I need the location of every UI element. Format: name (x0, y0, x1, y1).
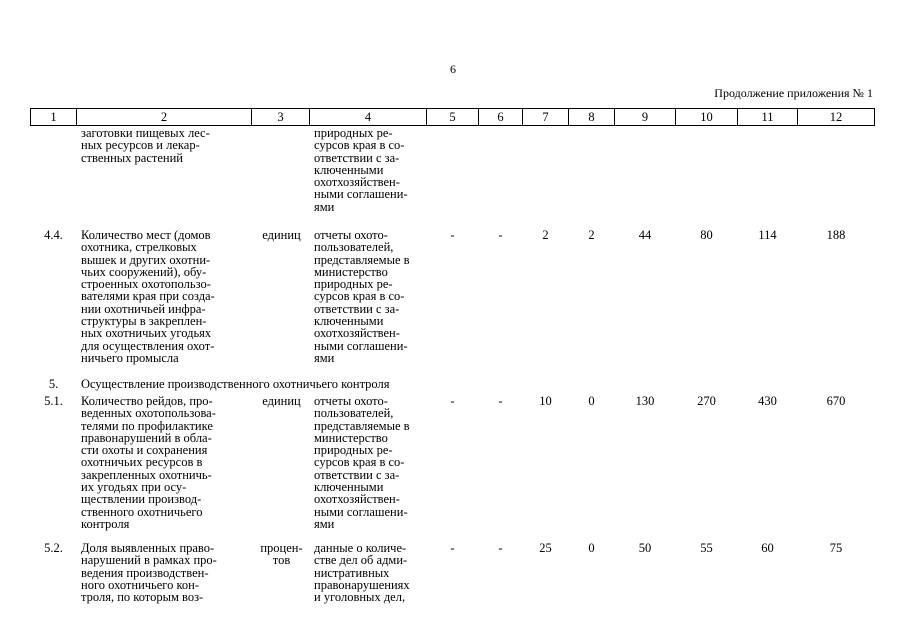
column-header-8: 8 (569, 109, 615, 126)
value-cell (798, 126, 875, 226)
value-cell: 0 (569, 392, 615, 539)
indicator-cell: Количество мест (домов охотника, стрелковых вышек и других охотни- чьих сооружений), обу- строенных охотопользо- вателями края при созда- нии охотничьей инфра- структуры в закреплен- ных охотничьих угодьях для осуществления охот- ничьего промысла (77, 225, 252, 375)
source-cell: данные о количе- стве дел об адми- нистративных правонарушениях и уголовных дел, (310, 539, 427, 603)
value-cell: 270 (676, 392, 738, 539)
row-number-cell: 5.1. (31, 392, 77, 539)
indicator-cell: заготовки пищевых лес- ных ресурсов и лекар- ственных растений (77, 126, 252, 226)
value-cell: 2 (523, 225, 569, 375)
column-header-6: 6 (479, 109, 523, 126)
source-cell: отчеты охото- пользователей, представляемые в министерство природных ре- сурсов края в со- ответствии с за- ключенными охотхозяйствен- ными соглашени- ями (310, 392, 427, 539)
indicator-cell: Количество рейдов, про- веденных охотопользова- телями по профилактике правонарушений в обла- сти охоты и сохранения охотничьих ресурсов в закрепленных охотничь- их угодьях при осу- ществлении производ- ственного охотничьего контроля (77, 392, 252, 539)
value-cell: - (427, 539, 479, 603)
unit-cell: процен- тов (252, 539, 310, 603)
value-cell: 670 (798, 392, 875, 539)
source-cell: природных ре- сурсов края в со- ответствии с за- ключенными охотхозяйствен- ными соглашени- ями (310, 126, 427, 226)
unit-cell: единиц (252, 392, 310, 539)
value-cell (569, 126, 615, 226)
value-cell (479, 126, 523, 226)
row-number-cell: 4.4. (31, 225, 77, 375)
indicators-table (30, 108, 875, 603)
column-header-3: 3 (252, 109, 310, 126)
value-cell: - (427, 225, 479, 375)
value-cell: 55 (676, 539, 738, 603)
value-cell: - (479, 539, 523, 603)
value-cell: 188 (798, 225, 875, 375)
unit-cell (252, 126, 310, 226)
column-header-9: 9 (615, 109, 676, 126)
value-cell: 430 (738, 392, 798, 539)
table-row-4-4 (31, 225, 875, 375)
value-cell: 130 (615, 392, 676, 539)
value-cell: 114 (738, 225, 798, 375)
page-number: 6 (450, 62, 456, 76)
column-header-12: 12 (798, 109, 875, 126)
column-header-7: 7 (523, 109, 569, 126)
value-cell: 75 (798, 539, 875, 603)
value-cell: 2 (569, 225, 615, 375)
value-cell: 50 (615, 539, 676, 603)
value-cell (738, 126, 798, 226)
source-cell: отчеты охото- пользователей, представляемые в министерство природных ре- сурсов края в со- ответствии с за- ключенными охотхозяйствен- ными соглашени- ями (310, 225, 427, 375)
section-title-cell: Осуществление производственного охотничьего контроля (77, 375, 875, 392)
column-header-10: 10 (676, 109, 738, 126)
indicator-cell: Доля выявленных право- нарушений в рамках про- ведения производствен- ного охотничьего кон- троля, по которым воз- (77, 539, 252, 603)
column-header-5: 5 (427, 109, 479, 126)
value-cell: 80 (676, 225, 738, 375)
value-cell: 60 (738, 539, 798, 603)
table-row-section-5 (31, 375, 875, 392)
value-cell: - (479, 225, 523, 375)
column-header-1: 1 (31, 109, 77, 126)
value-cell: - (479, 392, 523, 539)
column-number-header-row (31, 109, 875, 126)
value-cell: 44 (615, 225, 676, 375)
table-row-5-1 (31, 392, 875, 539)
value-cell (676, 126, 738, 226)
table-row-continuation (31, 126, 875, 226)
column-header-2: 2 (77, 109, 252, 126)
row-number-cell: 5.2. (31, 539, 77, 603)
value-cell: 0 (569, 539, 615, 603)
value-cell: - (427, 392, 479, 539)
value-cell: 25 (523, 539, 569, 603)
value-cell (427, 126, 479, 226)
continuation-label: Продолжение приложения № 1 (714, 86, 873, 100)
value-cell (615, 126, 676, 226)
unit-cell: единиц (252, 225, 310, 375)
value-cell: 10 (523, 392, 569, 539)
table-row-5-2 (31, 539, 875, 603)
column-header-11: 11 (738, 109, 798, 126)
row-number-cell (31, 126, 77, 226)
section-number-cell: 5. (31, 375, 77, 392)
value-cell (523, 126, 569, 226)
column-header-4: 4 (310, 109, 427, 126)
